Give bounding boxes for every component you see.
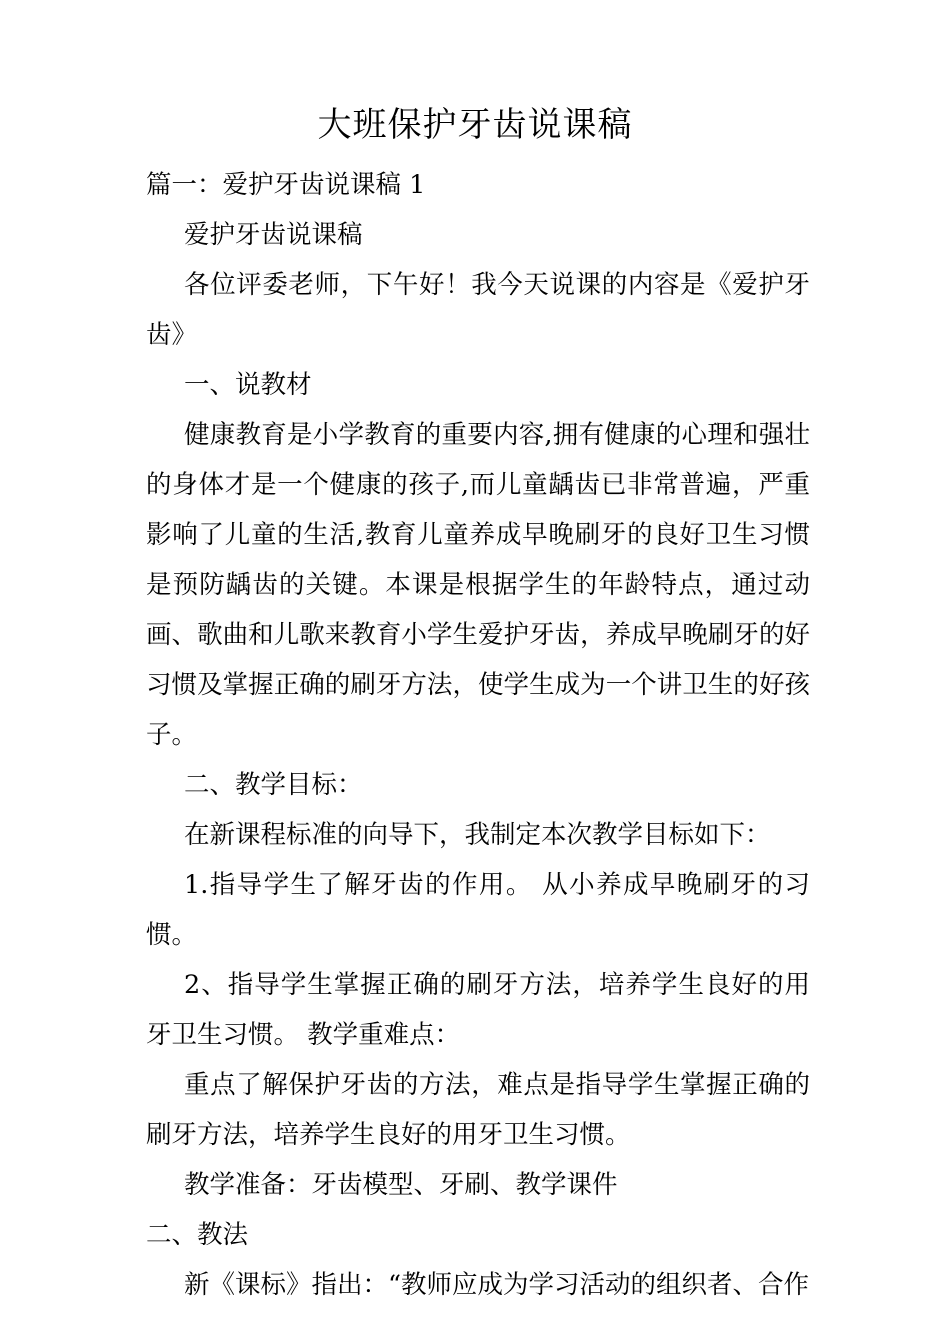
paragraph-goal-2: 2、指导学生掌握正确的刷牙方法，培养学生良好的用牙卫生习惯。 教学重难点： (146, 970, 810, 1050)
paragraph-section-heading: 篇一：爱护牙齿说课稿 1 (146, 170, 426, 200)
paragraph-preparation: 教学准备：牙齿模型、牙刷、教学课件 (184, 1170, 618, 1200)
paragraph-textbook-content: 健康教育是小学教育的重要内容,拥有健康的心理和强壮的身体才是一个健康的孩子,而儿童龋齿已非常普遍，严重影响了儿童的生活,教育儿童养成早晚刷牙的良好卫生习惯是预防龋齿的关键。本课是根据学生的年龄特点，通过动画、歌曲和儿歌来教育小学生爱护牙齿，养成早晚刷牙的好习惯及掌握正确的刷牙方法，使学生成为一个讲卫生的好孩子。 (146, 420, 810, 750)
document-title: 大班保护牙齿说课稿 (317, 105, 633, 145)
paragraph-heading-goals: 二、教学目标： (184, 770, 363, 800)
paragraph-goal-1: 1.指导学生了解牙齿的作用。 从小养成早晚刷牙的习惯。 (146, 870, 810, 950)
paragraph-goals-intro: 在新课程标准的向导下，我制定本次教学目标如下： (184, 820, 771, 850)
paragraph-method-content: 新《课标》指出：“教师应成为学习活动的组织者、合作 (184, 1270, 810, 1300)
document-body (146, 160, 810, 1310)
paragraph-heading-method: 二、教法 (146, 1220, 249, 1250)
paragraph-subtitle: 爱护牙齿说课稿 (184, 220, 363, 250)
paragraph-key-points: 重点了解保护牙齿的方法，难点是指导学生掌握正确的刷牙方法，培养学生良好的用牙卫生习惯。 (146, 1070, 810, 1150)
paragraph-heading-textbook: 一、说教材 (184, 370, 312, 400)
paragraph-greeting: 各位评委老师，下午好！我今天说课的内容是《爱护牙齿》 (146, 270, 810, 350)
